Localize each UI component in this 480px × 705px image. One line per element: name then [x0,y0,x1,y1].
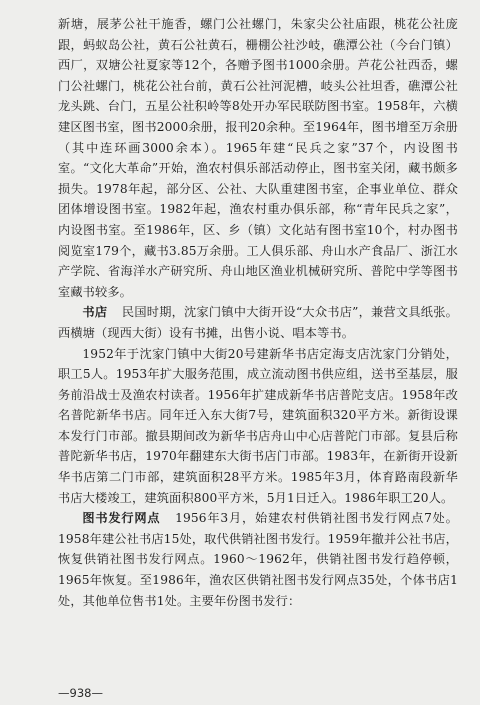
paragraph-xinhua-bookstore: 1952年于沈家门镇中大街20号建新华书店定海支店沈家门分销处，职工5人。1953年扩大服务范围，成立流动图书供应组，送书至基层，服务前沿战士及渔农村读者。1956年扩建成新华书店普陀支店。1958年改名普陀新华书店。同年迁入东大街7号，建筑面积320平方米。新街设课本发行门市部。撤县期间改为新华书店舟山中心店普陀门市部。复县后称普陀新华书店，1970年翻建东大街书店门市部。1983年，在新街开设新华书店第二门市部，建筑面积28平方米。1985年3月，体育路南段新华书店大楼竣工，建筑面积800平方米，5月1日迁入。1986年职工20人。 [58,346,458,505]
main-text [58,14,458,611]
paragraph-distribution [58,508,458,611]
page-number: —938— [58,686,103,700]
paragraph-distribution-text: 1956年3月，始建农村供销社图书发行网点7处。1958年建公社书店15处，取代供销社图书发行。1959年撤并公社书店，恢复供销社图书发行网点。1960～1962年，供销社图书发行趋停顿，1965年恢复。至1986年，渔农区供销社图书发行网点35处，个体书店1处，其他单位售书1处。主要年份图书发行： [58,511,459,608]
paragraph-libraries-continued: 新塘，展茅公社干施香，螺门公社螺门，朱家尖公社庙跟，桃花公社庞跟，蚂蚁岛公社，黄石公社黄石，栅棚公社沙岐，礁潭公社（今台门镇）西厂，双塘公社夏家等12个，各赠予图书1000余册。芦花公社西岙，螺门公社螺门，桃花公社台前，黄石公社河泥槽，岐头公社坦香，礁潭公社龙头跳、台门，五星公社积岭等8处开办军民联防图书室。1958年，六横建区图书室，图书2000余册，报刊20余种。至1964年，图书增至万余册（其中连环画3000余本）。1965年建“民兵之家”37个，内设图书室。“文化大革命”开始，渔农村俱乐部活动停止，图书室关闭，藏书颇多损失。1978年起，部分区、公社、大队重建图书室，企事业单位、群众团体增设图书室。1982年起，渔农村重办俱乐部，称“青年民兵之家”，内设图书室。至1986年，区、乡（镇）文化站有图书室10个，村办图书阅览室179个，藏书3.85万余册。工人俱乐部、舟山水产食品厂、浙江水产学院、省海洋水产研究所、舟山地区渔业机械研究所、普陀中学等图书室藏书较多。 [58,17,458,299]
paragraph-bookstores-text: 民国时期，沈家门镇中大街开设“大众书店”，兼营文具纸张。西横塘（现西大街）设有书摊，出售小说、唱本等书。 [58,305,458,340]
paragraph-bookstores [58,302,458,343]
section-heading-distribution: 图书发行网点 [82,511,161,526]
section-heading-bookstores: 书店 [82,305,108,320]
